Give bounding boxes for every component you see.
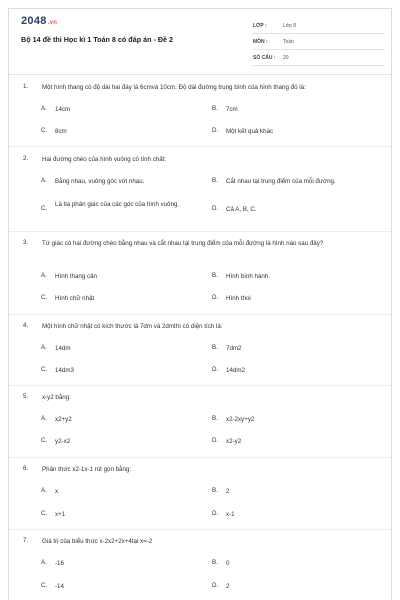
- option-text: x2+y2: [55, 416, 72, 423]
- option-letter: D.: [212, 205, 219, 212]
- option-text: Hình thoi: [226, 295, 251, 302]
- question-text: Một hình thang có độ dài hai đáy là 6cmvà 10cm. Độ dài đường trung bình của hình thang đó là:: [42, 84, 306, 91]
- option-text: 7dm2: [226, 345, 242, 352]
- question-divider: [9, 529, 391, 530]
- logo-text: 2048: [21, 15, 47, 27]
- question-divider: [9, 457, 391, 458]
- option-letter: A.: [41, 105, 47, 112]
- meta-value: Lớp 8: [283, 23, 297, 29]
- meta-key: MÔN :: [253, 39, 268, 45]
- option-letter: A.: [41, 344, 47, 351]
- option-text: 2: [226, 583, 230, 590]
- question-number: 2.: [23, 155, 29, 162]
- question-text: Phân thức x2-1x-1 rút gọn bằng:: [42, 466, 132, 473]
- meta-value: Toán: [283, 39, 294, 45]
- question-divider: [9, 231, 391, 232]
- question-number: 6.: [23, 465, 29, 472]
- option-letter: C.: [41, 582, 48, 589]
- option-text: x: [55, 488, 59, 495]
- option-text: 14dm3: [55, 367, 74, 374]
- meta-value: 20: [283, 55, 289, 61]
- option-letter: D.: [212, 294, 219, 301]
- option-letter: B.: [212, 487, 218, 494]
- option-letter: D.: [212, 582, 219, 589]
- option-text: Bằng nhau, vuông góc với nhau.: [55, 178, 145, 185]
- option-letter: B.: [212, 559, 218, 566]
- option-text: 14dm2: [226, 367, 245, 374]
- meta-key: LỚP :: [253, 23, 267, 29]
- option-letter: C.: [41, 127, 48, 134]
- option-text: x-1: [226, 511, 235, 518]
- question-number: 3.: [23, 239, 29, 246]
- option-text: -16: [55, 560, 64, 567]
- option-letter: D.: [212, 366, 219, 373]
- exam-header: [9, 9, 391, 65]
- option-text: x2-2xy+y2: [226, 416, 255, 423]
- option-text: -14: [55, 583, 64, 590]
- option-text: 14cm: [55, 106, 71, 113]
- meta-row-subject: [253, 35, 385, 50]
- option-text: 7cm: [226, 106, 238, 113]
- question-text: Giá trị của biểu thức x-2x2+2x+4tại x=-2: [42, 538, 153, 545]
- option-letter: B.: [212, 272, 218, 279]
- option-text: Hình bình hành.: [226, 273, 271, 280]
- question-divider: [9, 146, 391, 147]
- exam-meta: [253, 19, 385, 67]
- option-letter: C.: [41, 366, 48, 373]
- option-text: 8cm: [55, 128, 67, 135]
- option-text: Cắt nhau tại trung điểm của mỗi đường.: [226, 178, 336, 185]
- exam-page: [8, 8, 392, 600]
- option-letter: C.: [41, 294, 48, 301]
- option-letter: B.: [212, 344, 218, 351]
- option-letter: D.: [212, 127, 219, 134]
- option-letter: D.: [212, 510, 219, 517]
- option-text: 14dm: [55, 345, 71, 352]
- option-letter: A.: [41, 559, 47, 566]
- option-text: x+1: [55, 511, 66, 518]
- option-text: 0: [226, 560, 230, 567]
- option-letter: C.: [41, 437, 48, 444]
- option-text: x2-y2: [226, 438, 242, 445]
- option-text: Một kết quả khác: [226, 128, 274, 135]
- question-number: 1.: [23, 83, 29, 90]
- question-text: Tứ giác có hai đường chéo bằng nhau và cắt nhau tại trung điểm của mỗi đường là hình nào sau đây?: [42, 240, 324, 247]
- question-number: 5.: [23, 393, 29, 400]
- option-text: Là tia phân giác của các góc của hình vuông.: [55, 201, 180, 208]
- header-divider: [9, 74, 391, 75]
- option-letter: B.: [212, 105, 218, 112]
- option-text: 2: [226, 488, 230, 495]
- option-letter: C.: [41, 510, 48, 517]
- option-letter: B.: [212, 415, 218, 422]
- meta-row-class: [253, 19, 385, 34]
- logo-suffix: .vn: [47, 20, 58, 26]
- option-letter: D.: [212, 437, 219, 444]
- exam-title: Bộ 14 đề thi Học kì 1 Toán 8 có đáp án - Đề 2: [21, 35, 174, 44]
- question-text: x-y2 bằng:: [42, 394, 71, 401]
- question-text: Hai đường chéo của hình vuông có tính chất:: [42, 156, 167, 163]
- question-divider: [9, 314, 391, 315]
- option-letter: B.: [212, 177, 218, 184]
- question-number: 4.: [23, 322, 29, 329]
- site-logo[interactable]: [21, 15, 57, 27]
- option-text: Hình thang cân: [55, 273, 97, 280]
- option-text: Cả A, B, C.: [226, 206, 257, 213]
- meta-row-count: [253, 51, 385, 66]
- option-letter: A.: [41, 487, 47, 494]
- question-divider: [9, 385, 391, 386]
- option-text: Hình chữ nhật: [55, 295, 95, 302]
- option-letter: A.: [41, 272, 47, 279]
- option-text: y2-x2: [55, 438, 71, 445]
- option-letter: A.: [41, 177, 47, 184]
- question-text: Một hình chữ nhật có kích thước là 7dm và 2dmthì có diện tích là:: [42, 323, 223, 330]
- option-letter: A.: [41, 415, 47, 422]
- option-letter: C.: [41, 205, 48, 212]
- question-number: 7.: [23, 537, 29, 544]
- meta-key: SỐ CÂU :: [253, 55, 276, 61]
